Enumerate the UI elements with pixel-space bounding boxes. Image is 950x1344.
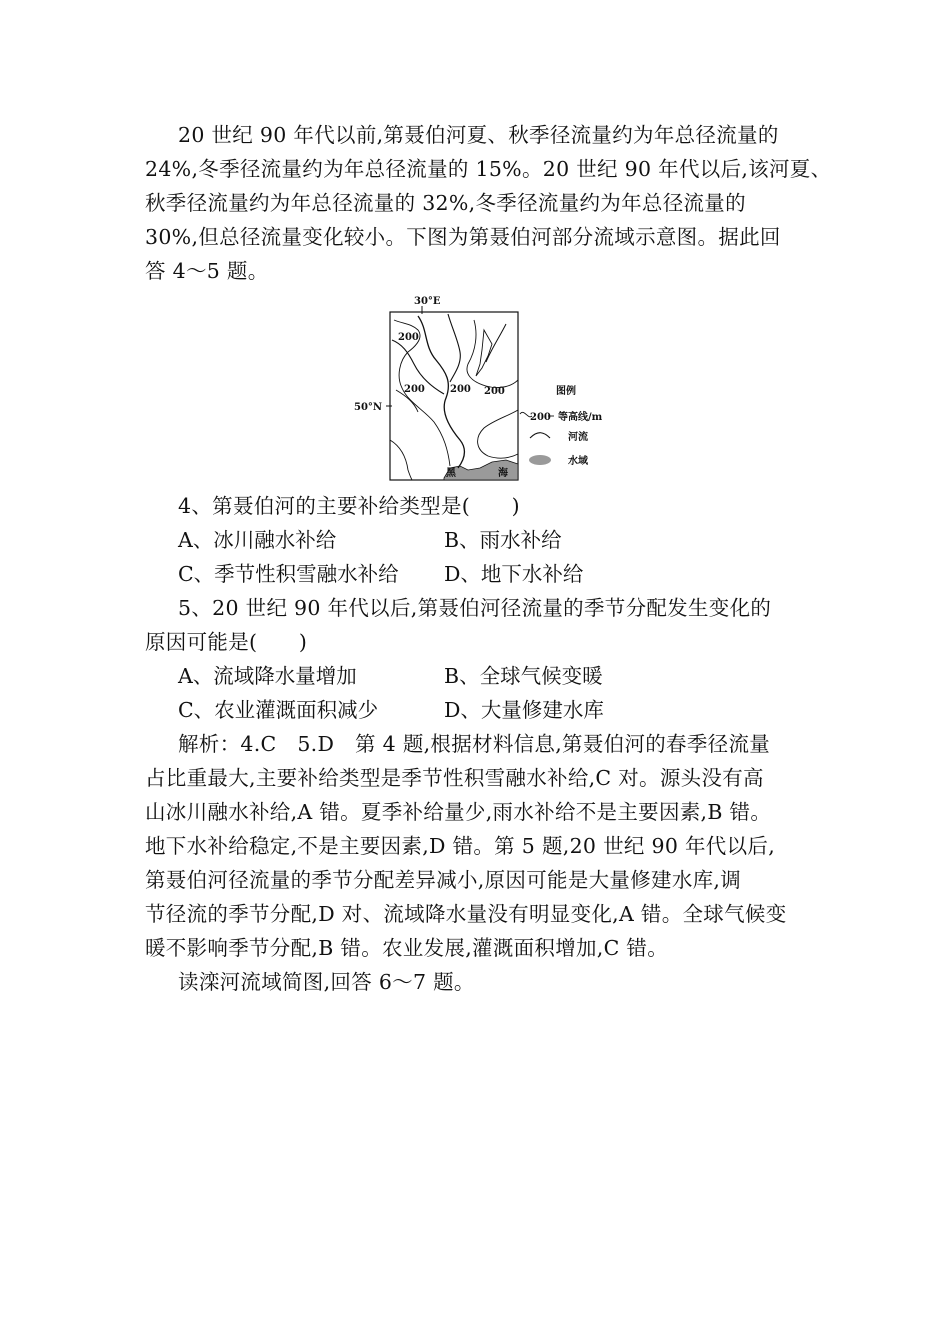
legend-title: 图例	[556, 386, 576, 397]
q5-option-a: A、流域降水量增加	[178, 664, 357, 688]
q4-option-c: C、季节性积雪融水补给	[178, 562, 399, 586]
contour-label: 200	[450, 384, 471, 395]
sea-label-char-2: 海	[498, 468, 508, 479]
reservoir-outline	[476, 330, 492, 376]
q5-stem-line-2: 原因可能是( )	[145, 630, 308, 654]
contour-line-southwest	[390, 440, 412, 480]
q5-option-b: B、全球气候变暖	[444, 664, 603, 688]
intro-line-1: 20 世纪 90 年代以前,第聂伯河夏、秋季径流量约为年总径流量的	[178, 123, 779, 147]
legend-contour-value: 200	[530, 412, 551, 423]
next-question-prompt: 读滦河流域简图,回答 6～7 题。	[178, 970, 475, 994]
tributary-river-3	[486, 324, 506, 362]
analysis-line-1: 解析：4.C 5.D 第 4 题,根据材料信息,第聂伯河的春季径流量	[178, 732, 771, 756]
q4-option-b: B、雨水补给	[444, 528, 562, 552]
legend-water-label: 水域	[568, 456, 588, 467]
q4-stem: 4、第聂伯河的主要补给类型是( )	[178, 494, 520, 518]
analysis-line-6: 节径流的季节分配,D 对、流域降水量没有明显变化,A 错。全球气候变	[145, 902, 787, 926]
intro-line-3: 秋季径流量约为年总径流量的 32%,冬季径流量约为年总径流量的	[145, 191, 746, 215]
analysis-line-5: 第聂伯河径流量的季节分配差异减小,原因可能是大量修建水库,调	[145, 868, 742, 892]
sea-label-char-1: 黑	[446, 468, 456, 479]
latitude-label: 50°N	[354, 402, 383, 413]
contour-label: 200	[398, 332, 419, 343]
analysis-line-3: 山冰川融水补给,A 错。夏季补给量少,雨水补给不是主要因素,B 错。	[145, 800, 772, 824]
legend-water-symbol	[529, 455, 551, 465]
legend-river-label: 河流	[568, 432, 588, 443]
dnieper-basin-map	[354, 290, 608, 486]
legend-river-symbol	[530, 433, 550, 438]
intro-line-4: 30%,但总径流量变化较小。下图为第聂伯河部分流域示意图。据此回	[145, 225, 781, 249]
contour-label: 200	[404, 384, 425, 395]
analysis-line-2: 占比重最大,主要补给类型是季节性积雪融水补给,C 对。源头没有高	[145, 766, 764, 790]
contour-label: 200	[484, 386, 505, 397]
intro-line-5: 答 4～5 题。	[145, 259, 269, 283]
q4-option-a: A、冰川融水补给	[178, 528, 337, 552]
analysis-line-4: 地下水补给稳定,不是主要因素,D 错。第 5 题,20 世纪 90 年代以后,	[145, 834, 776, 858]
contour-line-east	[478, 410, 518, 458]
longitude-label: 30°E	[414, 296, 441, 307]
q4-option-d: D、地下水补给	[444, 562, 584, 586]
q5-option-d: D、大量修建水库	[444, 698, 604, 722]
q5-stem-line-1: 5、20 世纪 90 年代以后,第聂伯河径流量的季节分配发生变化的	[178, 596, 772, 620]
contour-line-north	[467, 320, 518, 388]
tributary-river-1	[448, 314, 460, 382]
analysis-line-7: 暖不影响季节分配,B 错。农业发展,灌溉面积增加,C 错。	[145, 936, 669, 960]
legend-contour-label: 等高线/m	[558, 412, 603, 423]
q5-option-c: C、农业灌溉面积减少	[178, 698, 379, 722]
intro-line-2: 24%,冬季径流量约为年总径流量的 15%。20 世纪 90 年代以后,该河夏、	[145, 157, 832, 181]
